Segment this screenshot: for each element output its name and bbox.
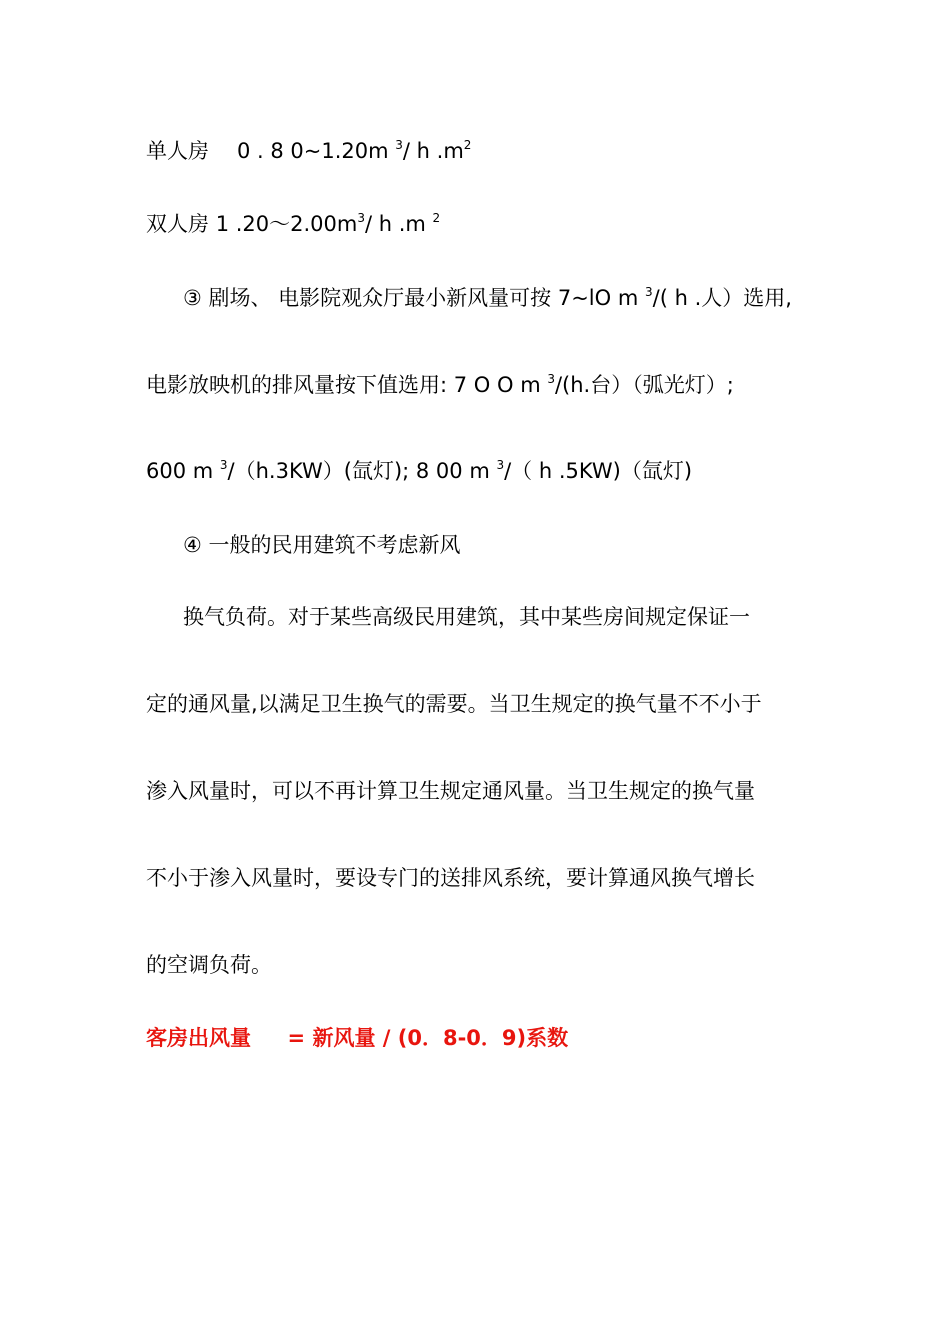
single-room-sup: 3 [395,138,403,152]
projector-text: 电影放映机的排风量按下值选用: 7 O O m [146,373,541,397]
double-room-sup2: 2 [432,211,441,225]
xenon-mid: /（h.3KW）(氙灯); 8 00 m [227,459,490,483]
projector-line [146,370,830,400]
single-room-unit: / h .m [402,139,464,163]
xenon-unit: /（ h .5KW)（氙灯) [504,459,693,483]
double-room-line [146,209,830,239]
single-room-value: 0 . 8 0~1.20m [237,139,389,163]
single-room-sup2: 2 [463,138,472,152]
xenon-sup2: 3 [496,458,505,472]
paragraph-line-4: 不小于渗入风量时，要设专门的送排风系统，要计算通风换气增长 [146,866,755,890]
theater-sup: 3 [645,285,653,299]
theater-unit: /( h .人）选用, [652,286,792,310]
double-room-label: 双人房 [146,212,209,236]
single-room-line [146,136,830,166]
paragraph-line-5: 的空调负荷。 [146,953,272,977]
double-room-value: 1 .20～2.00m [215,212,358,236]
xenon-text: 600 m [146,459,214,483]
single-room-label: 单人房 [146,139,209,163]
paragraph-line-2: 定的通风量,以满足卫生换气的需要。当卫生规定的换气量不不小于 [146,692,762,716]
paragraph-line-3: 渗入风量时，可以不再计算卫生规定通风量。当卫生规定的换气量 [146,779,755,803]
xenon-line [146,456,830,486]
item-4-line: ④ 一般的民用建筑不考虑新风 [183,533,461,557]
xenon-sup: 3 [219,458,228,472]
double-room-sup: 3 [357,211,365,225]
theater-line [183,283,830,313]
theater-text: ③ 剧场、 电影院观众厅最小新风量可按 7~lO m [183,286,639,310]
projector-unit: /(h.台）（弧光灯）; [554,373,734,397]
projector-sup: 3 [547,372,555,386]
double-room-unit: / h .m [364,212,426,236]
formula-line: 客房出风量 = 新风量 / (0．8-0．9)系数 [146,1026,569,1050]
paragraph-line-1: 换气负荷。对于某些高级民用建筑，其中某些房间规定保证一 [183,605,750,629]
